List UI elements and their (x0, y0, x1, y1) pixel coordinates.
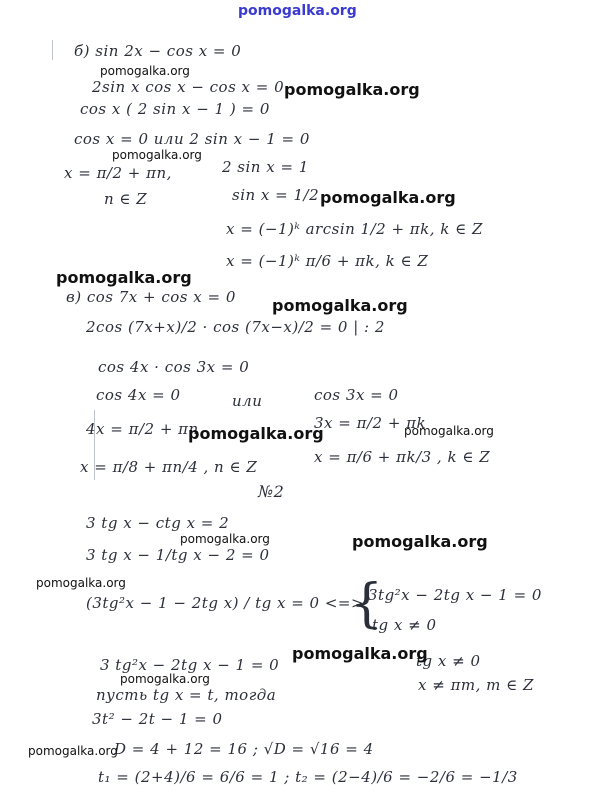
solution-line: 3 tg²x − 2tg x − 1 = 0 (100, 656, 280, 674)
watermark: pomogalka.org (284, 80, 420, 99)
solution-line: t₁ = (2+4)/6 = 6/6 = 1 ; t₂ = (2−4)/6 = −2/6 = −1/3 (98, 768, 518, 786)
task-number: №2 (258, 482, 285, 501)
watermark: pomogalka.org (120, 672, 210, 686)
solution-line: x = (−1)ᵏ π/6 + πk, k ∈ Z (226, 252, 429, 270)
system-brace: { (350, 574, 384, 634)
solution-line: 2sin x cos x − cos x = 0 (92, 78, 285, 96)
solution-line: cos 4x = 0 (96, 386, 181, 404)
watermark: pomogalka.org (292, 644, 428, 663)
solution-line: 3tg²x − 2tg x − 1 = 0 (368, 586, 542, 604)
solution-line: x = (−1)ᵏ arcsin 1/2 + πk, k ∈ Z (226, 220, 483, 238)
watermark: pomogalka.org (28, 744, 118, 758)
solution-line: (3tg²x − 1 − 2tg x) / tg x = 0 <=> (86, 594, 365, 612)
solution-line: пусть tg x = t, тогда (96, 686, 277, 704)
solution-line: tg x ≠ 0 (416, 652, 481, 670)
solution-line: cos 3x = 0 (314, 386, 399, 404)
solution-line: D = 4 + 12 = 16 ; √D = √16 = 4 (114, 740, 374, 758)
solution-line: 2cos (7x+x)/2 · cos (7x−x)/2 = 0 | : 2 (86, 318, 385, 336)
solution-line: x ≠ πm, m ∈ Z (418, 676, 534, 694)
solution-line: cos 4x · cos 3x = 0 (98, 358, 250, 376)
solution-line: 2 sin x = 1 (222, 158, 309, 176)
solution-line: или (232, 392, 263, 410)
watermark: pomogalka.org (180, 532, 270, 546)
watermark: pomogalka.org (56, 268, 192, 287)
solution-line: в) cos 7x + cos x = 0 (66, 288, 236, 306)
watermark: pomogalka.org (112, 148, 202, 162)
solution-line: б) sin 2x − cos x = 0 (74, 42, 242, 60)
solution-line: cos x = 0 или 2 sin x − 1 = 0 (74, 130, 310, 148)
watermark: pomogalka.org (404, 424, 494, 438)
watermark: pomogalka.org (320, 188, 456, 207)
watermark: pomogalka.org (188, 424, 324, 443)
solution-line: tg x ≠ 0 (372, 616, 437, 634)
solution-line: sin x = 1/2 (232, 186, 320, 204)
solution-line: cos x ( 2 sin x − 1 ) = 0 (80, 100, 270, 118)
solution-line: n ∈ Z (104, 190, 148, 208)
watermark: pomogalka.org (272, 296, 408, 315)
solution-line: 3 tg x − ctg x = 2 (86, 514, 230, 532)
solution-line: 3t² − 2t − 1 = 0 (92, 710, 223, 728)
solution-line: x = π/8 + πn/4 , n ∈ Z (80, 458, 258, 476)
site-header-link[interactable]: pomogalka.org (238, 3, 357, 19)
solution-line: 4x = π/2 + πn (86, 420, 199, 438)
solution-line: x = π/2 + πn, (64, 164, 172, 182)
solution-line: x = π/6 + πk/3 , k ∈ Z (314, 448, 491, 466)
solution-line: 3x = π/2 + πk (314, 414, 427, 432)
watermark: pomogalka.org (352, 532, 488, 551)
scan-margin-line (52, 40, 53, 60)
watermark: pomogalka.org (36, 576, 126, 590)
watermark: pomogalka.org (100, 64, 190, 78)
solution-line: 3 tg x − 1/tg x − 2 = 0 (86, 546, 270, 564)
